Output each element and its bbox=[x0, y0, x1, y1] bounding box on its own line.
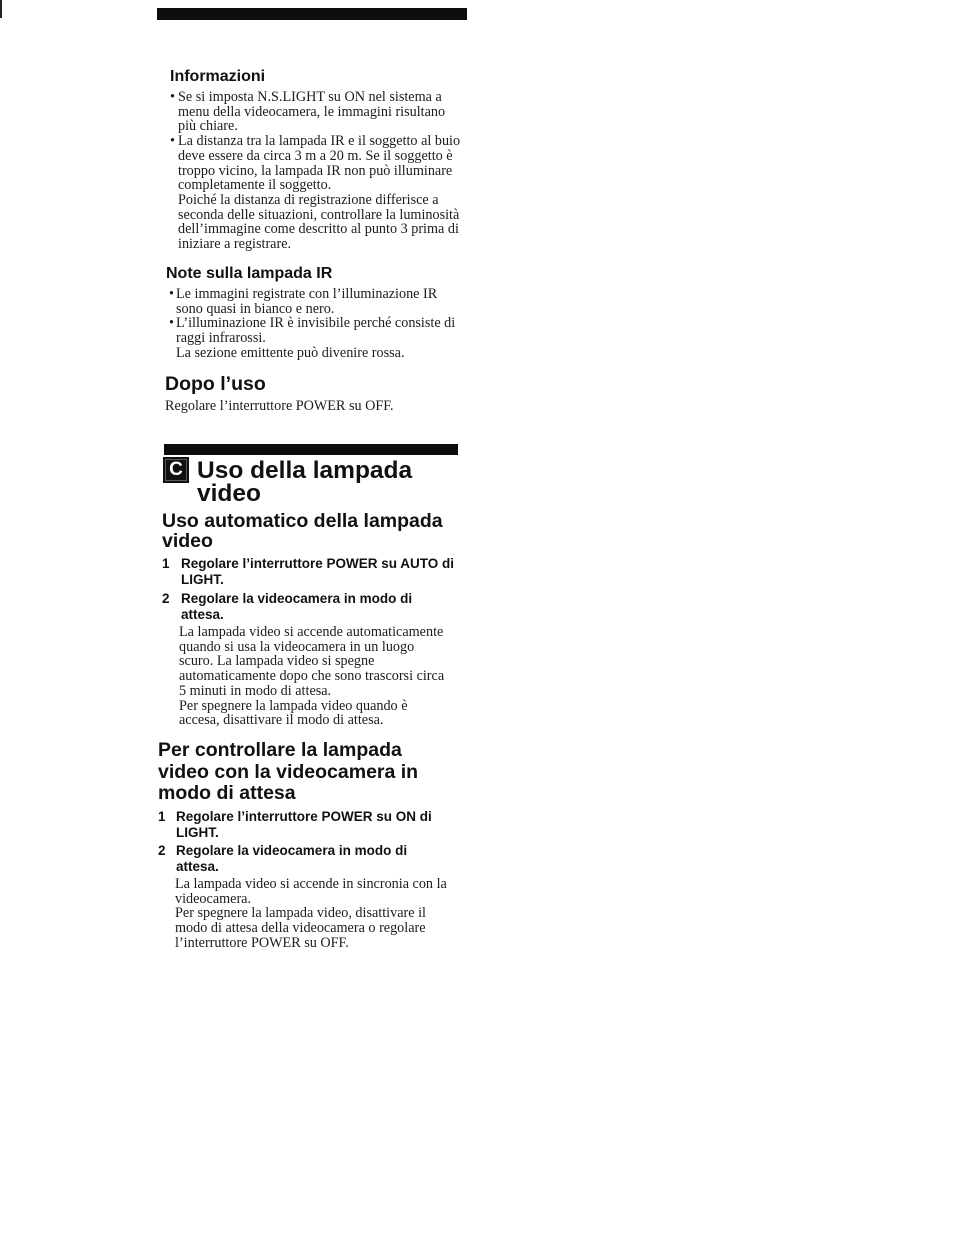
text-line: Per spegnere la lampada video quando è bbox=[179, 697, 408, 714]
note-lampada-ir-list bbox=[169, 286, 456, 361]
step-number: 2 bbox=[158, 843, 166, 858]
step-line: LIGHT. bbox=[181, 571, 224, 587]
text-line: La sezione emittente può divenire rossa. bbox=[176, 344, 405, 361]
step-line: Regolare l’interruttore POWER su AUTO di bbox=[181, 556, 455, 571]
text-line: dell’immagine come descritto al punto 3 prima di bbox=[178, 221, 459, 238]
bullet: • bbox=[169, 315, 174, 332]
text-line: accesa, disattivare il modo di attesa. bbox=[179, 712, 384, 729]
auto-body bbox=[179, 625, 444, 728]
list-item bbox=[170, 133, 461, 253]
step-line: Regolare la videocamera in modo di bbox=[176, 843, 408, 858]
text-line: Le immagini registrate con l’illuminazione IR bbox=[176, 286, 438, 302]
standby-heading-line: video con la videocamera in bbox=[158, 760, 419, 783]
text-line: iniziare a registrare. bbox=[178, 236, 292, 253]
bullet: • bbox=[170, 89, 175, 105]
bullet: • bbox=[169, 286, 174, 302]
text-line: La distanza tra la lampada IR e il soggetto al buio bbox=[178, 133, 461, 150]
standby-step-2 bbox=[158, 843, 407, 874]
text-line: La lampada video si accende in sincronia con la bbox=[175, 876, 447, 892]
list-item bbox=[170, 89, 460, 135]
text-line: raggi infrarossi. bbox=[176, 330, 266, 347]
bullet: • bbox=[170, 133, 175, 150]
text-line: sono quasi in bianco e nero. bbox=[176, 300, 335, 317]
text-line: Per spegnere la lampada video, disattivare il bbox=[175, 905, 426, 922]
text-line: L’illuminazione IR è invisibile perché consiste di bbox=[176, 315, 456, 332]
list-item bbox=[169, 315, 456, 361]
scan-edge-mark bbox=[0, 0, 2, 18]
text-line: Poiché la distanza di registrazione differisce a bbox=[178, 191, 439, 208]
step-line: attesa. bbox=[176, 858, 219, 874]
standby-heading-line: modo di attesa bbox=[158, 782, 296, 804]
text-line: completamente il soggetto. bbox=[178, 177, 332, 194]
section-title bbox=[197, 459, 412, 505]
section-rule bbox=[164, 444, 458, 455]
dopo-uso-heading: Dopo l’uso bbox=[165, 373, 266, 395]
step-line: Regolare la videocamera in modo di bbox=[181, 591, 413, 606]
standby-heading bbox=[158, 740, 418, 805]
text-line: quando si usa la videocamera in un luogo bbox=[179, 638, 415, 655]
section-letter-badge: C bbox=[163, 457, 189, 483]
text-line: menu della videocamera, le immagini risultano bbox=[178, 103, 446, 120]
section-title-line: Uso della lampada bbox=[197, 457, 413, 484]
text-line: modo di attesa della videocamera o regolare bbox=[175, 920, 426, 937]
informazioni-list bbox=[170, 89, 461, 253]
auto-step-1 bbox=[162, 556, 454, 587]
text-line: videocamera. bbox=[175, 890, 252, 907]
step-line: Regolare l’interruttore POWER su ON di bbox=[176, 809, 432, 824]
standby-heading-line: Per controllare la lampada bbox=[158, 739, 402, 761]
auto-step-2 bbox=[162, 591, 412, 622]
text-line: seconda delle situazioni, controllare la luminosità bbox=[178, 206, 460, 223]
section-title-line: video bbox=[197, 480, 261, 507]
informazioni-heading: Informazioni bbox=[170, 68, 266, 85]
list-item bbox=[169, 286, 455, 317]
auto-heading-line: Uso automatico della lampada bbox=[162, 510, 443, 532]
standby-body bbox=[175, 877, 447, 951]
text-line: La lampada video si accende automaticamente bbox=[179, 624, 444, 640]
text-line: automaticamente dopo che sono trascorsi circa bbox=[179, 668, 445, 685]
step-number: 1 bbox=[158, 809, 166, 824]
step-number: 1 bbox=[162, 556, 170, 571]
note-lampada-ir-heading: Note sulla lampada IR bbox=[166, 265, 333, 282]
text-line: deve essere da circa 3 m a 20 m. Se il soggetto è bbox=[178, 147, 453, 164]
text-line: scuro. La lampada video si spegne bbox=[179, 653, 375, 670]
auto-heading-line: video bbox=[162, 530, 213, 552]
text-line: troppo vicino, la lampada IR non può illuminare bbox=[178, 162, 453, 179]
step-line: attesa. bbox=[181, 606, 224, 622]
top-rule bbox=[157, 8, 467, 20]
step-number: 2 bbox=[162, 591, 170, 606]
step-line: LIGHT. bbox=[176, 824, 219, 840]
text-line: l’interruttore POWER su OFF. bbox=[175, 934, 349, 951]
auto-heading bbox=[162, 511, 443, 551]
dopo-uso-text: Regolare l’interruttore POWER su OFF. bbox=[165, 398, 394, 414]
text-line: più chiare. bbox=[178, 118, 238, 135]
text-line: 5 minuti in modo di attesa. bbox=[179, 682, 332, 699]
text-line: Se si imposta N.S.LIGHT su ON nel sistema a bbox=[178, 89, 442, 105]
standby-step-1 bbox=[158, 809, 432, 840]
